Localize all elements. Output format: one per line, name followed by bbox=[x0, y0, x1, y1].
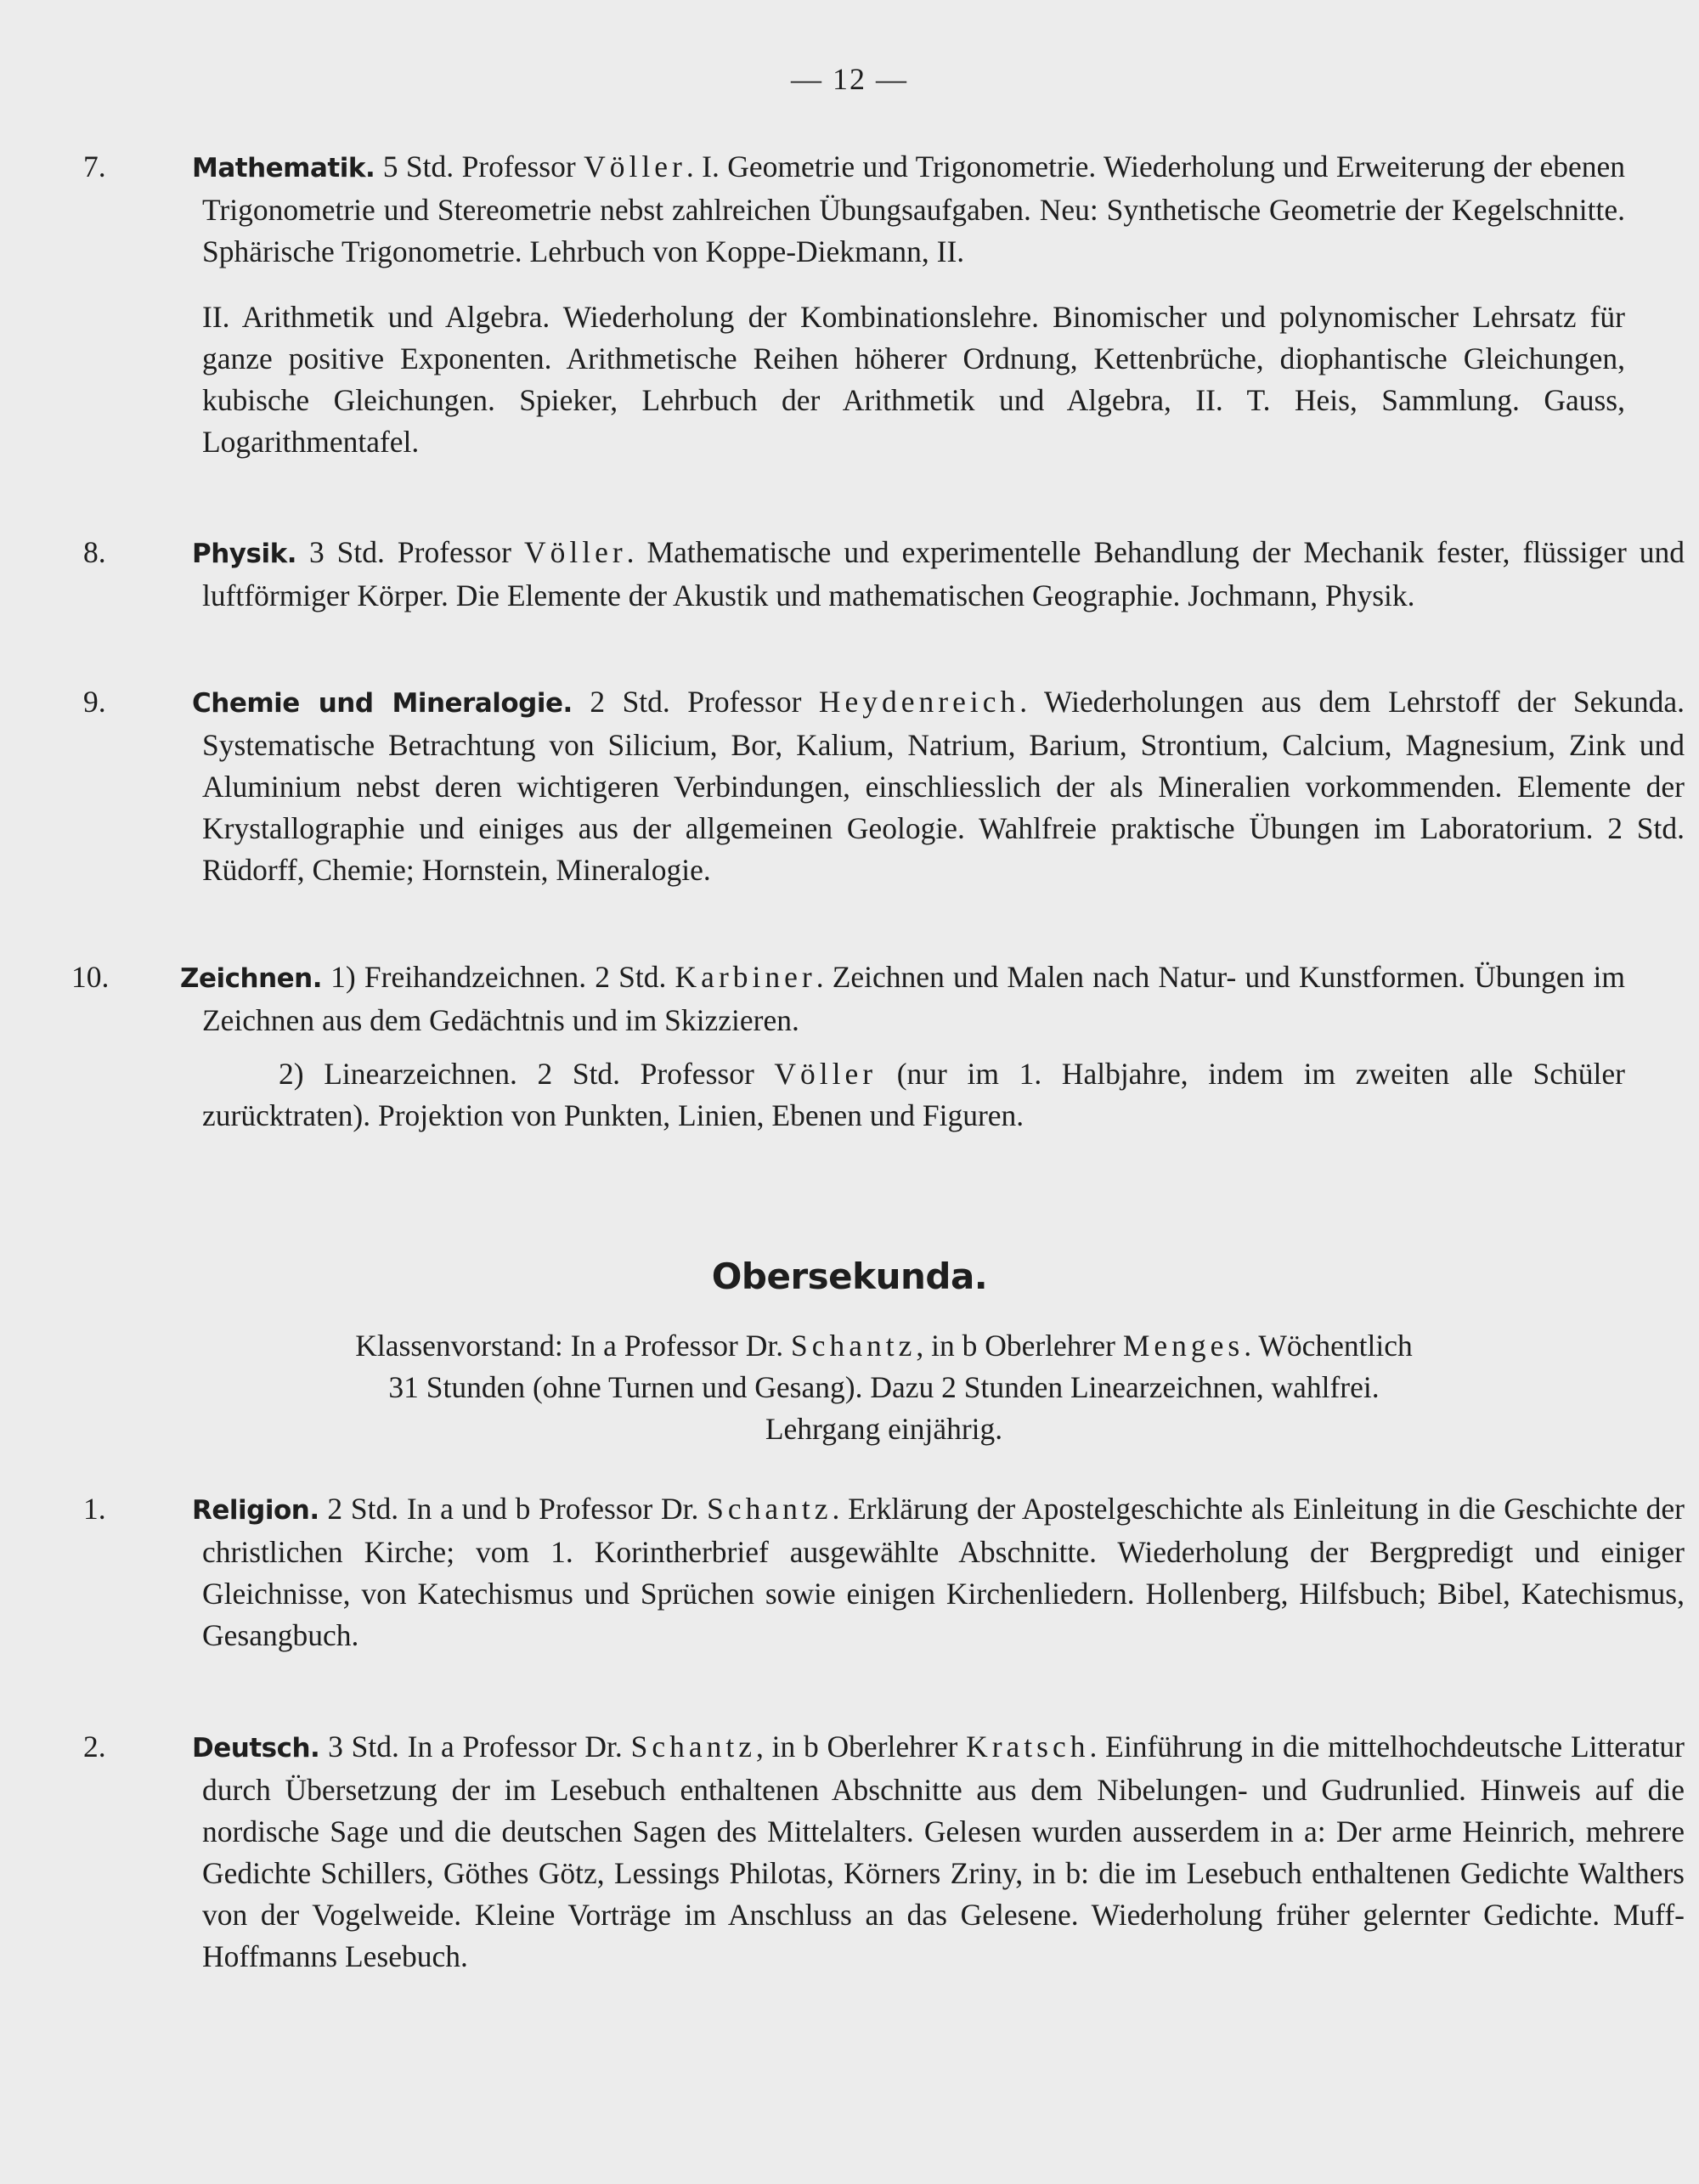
class-info-text: . Wöchentlich bbox=[1244, 1329, 1413, 1363]
entry-chemie bbox=[83, 681, 1685, 891]
class-info-text: Klassenvorstand: In a Professor Dr. bbox=[355, 1329, 791, 1363]
entry-text: 5 Std. Professor bbox=[382, 150, 584, 183]
entry-text: , in b Oberlehrer bbox=[755, 1730, 967, 1764]
teacher-name: Völler bbox=[774, 1057, 878, 1091]
mathematik-paragraph-2 bbox=[143, 296, 1625, 463]
entry-title: Physik. bbox=[192, 539, 296, 569]
entry-text: . Zeichnen und Malen nach Natur- und Kunstformen. Übungen im Zeichnen aus dem Gedächtnis und im Skizzieren. bbox=[202, 960, 1625, 1037]
entry-text: . Einführung in die mittelhochdeutsche Litteratur durch Übersetzung der im Lesebuch enthaltenen Abschnitte aus dem Nibelungen- und Gudrunlied. Hinweis auf die nordische Sage und die deutschen Sagen des Mittelalters. Gelesen wurden ausserdem in a: Der arme Heinrich, mehrere Gedichte Schillers, Göthes Götz, Lessings Philotas, Körners Zriny, in b: die im Lesebuch enthaltenen Gedichte Walthers von der Vogelweide. Kleine Vorträge im Anschluss an das Gelesene. Wiederholung früher gelernter Gedichte. Muff-Hoffmanns Lesebuch. bbox=[202, 1730, 1685, 1973]
entry-text: . Wiederholungen aus dem Lehrstoff der Sekunda. Systematische Betrachtung von Silicium, Bor, Kalium, Natrium, Barium, Strontium, Calcium, Magnesium, Zink und Aluminium nebst deren wichtigeren Verbindungen, einschliesslich der als Mineralien vorkommenden. Elemente der Krystallographie und einiges aus der allgemeinen Geologie. Wahlfreie praktische Übungen im Laboratorium. 2 Std. Rüdorff, Chemie; Hornstein, Mineralogie. bbox=[202, 685, 1685, 887]
teacher-name: Schantz bbox=[630, 1730, 756, 1764]
entry-zeichnen bbox=[71, 957, 1625, 1137]
entry-number: 7. bbox=[83, 150, 106, 183]
entry-text: 2 Std. In a und b Professor Dr. bbox=[327, 1492, 708, 1526]
teacher-name: Karbiner bbox=[675, 960, 816, 994]
teacher-name: Völler bbox=[523, 535, 627, 569]
entry-text: 2) Linearzeichnen. 2 Std. Professor bbox=[279, 1057, 775, 1091]
entry-number: 1. bbox=[83, 1492, 106, 1526]
teacher-name: Schantz bbox=[707, 1492, 833, 1526]
entry-text: 3 Std. Professor bbox=[308, 535, 524, 569]
entry-number: 8. bbox=[83, 535, 106, 569]
zeichnen-paragraph-1 bbox=[71, 957, 1625, 1041]
entry-text: . Erklärung der Apostelgeschichte als Einleitung in die Geschichte der christlichen Kirche; vom 1. Korintherbrief ausgewählte Abschnitte. Wiederholung der Bergpredigt und einiger Gleichnisse, von Katechismus und Sprüchen sowie einigen Kirchenliedern. Hollenberg, Hilfsbuch; Bibel, Katechismus, Gesangbuch. bbox=[202, 1492, 1685, 1652]
entry-title: Mathematik. bbox=[192, 153, 375, 183]
teacher-name: Menges bbox=[1122, 1329, 1245, 1363]
teacher-name: Schantz bbox=[790, 1329, 917, 1363]
entry-title: Deutsch. bbox=[192, 1733, 320, 1764]
class-info-text: , in b Oberlehrer bbox=[916, 1329, 1123, 1363]
entry-text: (nur im 1. Halbjahre, indem im zweiten alle Schüler zurücktraten). Projektion von Punkten, Linien, Ebenen und Figuren. bbox=[202, 1057, 1625, 1132]
entry-mathematik bbox=[83, 146, 1626, 463]
entry-text: II. Arithmetik und Algebra. Wiederholung der Kombinationslehre. Binomischer und polynomischer Lehrsatz für ganze positive Exponenten. Arithmetische Reihen höherer Ordnung, Kettenbrüche, diophantische Gleichungen, kubische Gleichungen. Spieker, Lehrbuch der Arithmetik und Algebra, II. T. Heis, Sammlung. Gauss, Logarithmentafel. bbox=[202, 300, 1625, 459]
class-info-line-2: 31 Stunden (ohne Turnen und Gesang). Dazu 2 Stunden Linearzeichnen, wahlfrei. bbox=[388, 1370, 1380, 1404]
entry-number: 10. bbox=[71, 960, 110, 994]
entry-title: Zeichnen. bbox=[180, 963, 323, 994]
entry-number: 9. bbox=[83, 685, 106, 719]
teacher-name: Völler bbox=[584, 150, 686, 183]
page-number: — 12 — bbox=[791, 62, 908, 96]
section-heading: Obersekunda. bbox=[711, 1256, 988, 1297]
entry-physik bbox=[83, 532, 1685, 617]
class-info bbox=[143, 1325, 1625, 1450]
entry-deutsch bbox=[83, 1726, 1685, 1978]
zeichnen-paragraph-2 bbox=[143, 1053, 1625, 1137]
class-info-line-3: Lehrgang einjährig. bbox=[765, 1412, 1003, 1446]
entry-text: 2 Std. Professor bbox=[590, 685, 819, 719]
mathematik-paragraph-1 bbox=[83, 146, 1626, 273]
teacher-name: Kratsch bbox=[966, 1730, 1090, 1764]
entry-religion bbox=[83, 1488, 1685, 1656]
teacher-name: Heydenreich bbox=[818, 685, 1020, 719]
entry-text: . Mathematische und experimentelle Behandlung der Mechanik fester, flüssiger und luftförmiger Körper. Die Elemente der Akustik und mathematischen Geographie. Jochmann, Physik. bbox=[202, 535, 1685, 612]
entry-title: Religion. bbox=[192, 1495, 319, 1526]
entry-text: . I. Geometrie und Trigonometrie. Wiederholung und Erweiterung der ebenen Trigonometrie und Stereometrie nebst zahlreichen Übungsaufgaben. Neu: Synthetische Geometrie der Kegelschnitte. Sphärische Trigonometrie. Lehrbuch von Koppe-Diekmann, II. bbox=[202, 150, 1626, 268]
entry-title: Chemie und Mineralogie. bbox=[192, 688, 573, 719]
entry-text: 1) Freihandzeichnen. 2 Std. bbox=[330, 960, 675, 994]
entry-number: 2. bbox=[83, 1730, 106, 1764]
entry-text: 3 Std. In a Professor Dr. bbox=[328, 1730, 631, 1764]
class-info-line-1 bbox=[143, 1325, 1625, 1367]
